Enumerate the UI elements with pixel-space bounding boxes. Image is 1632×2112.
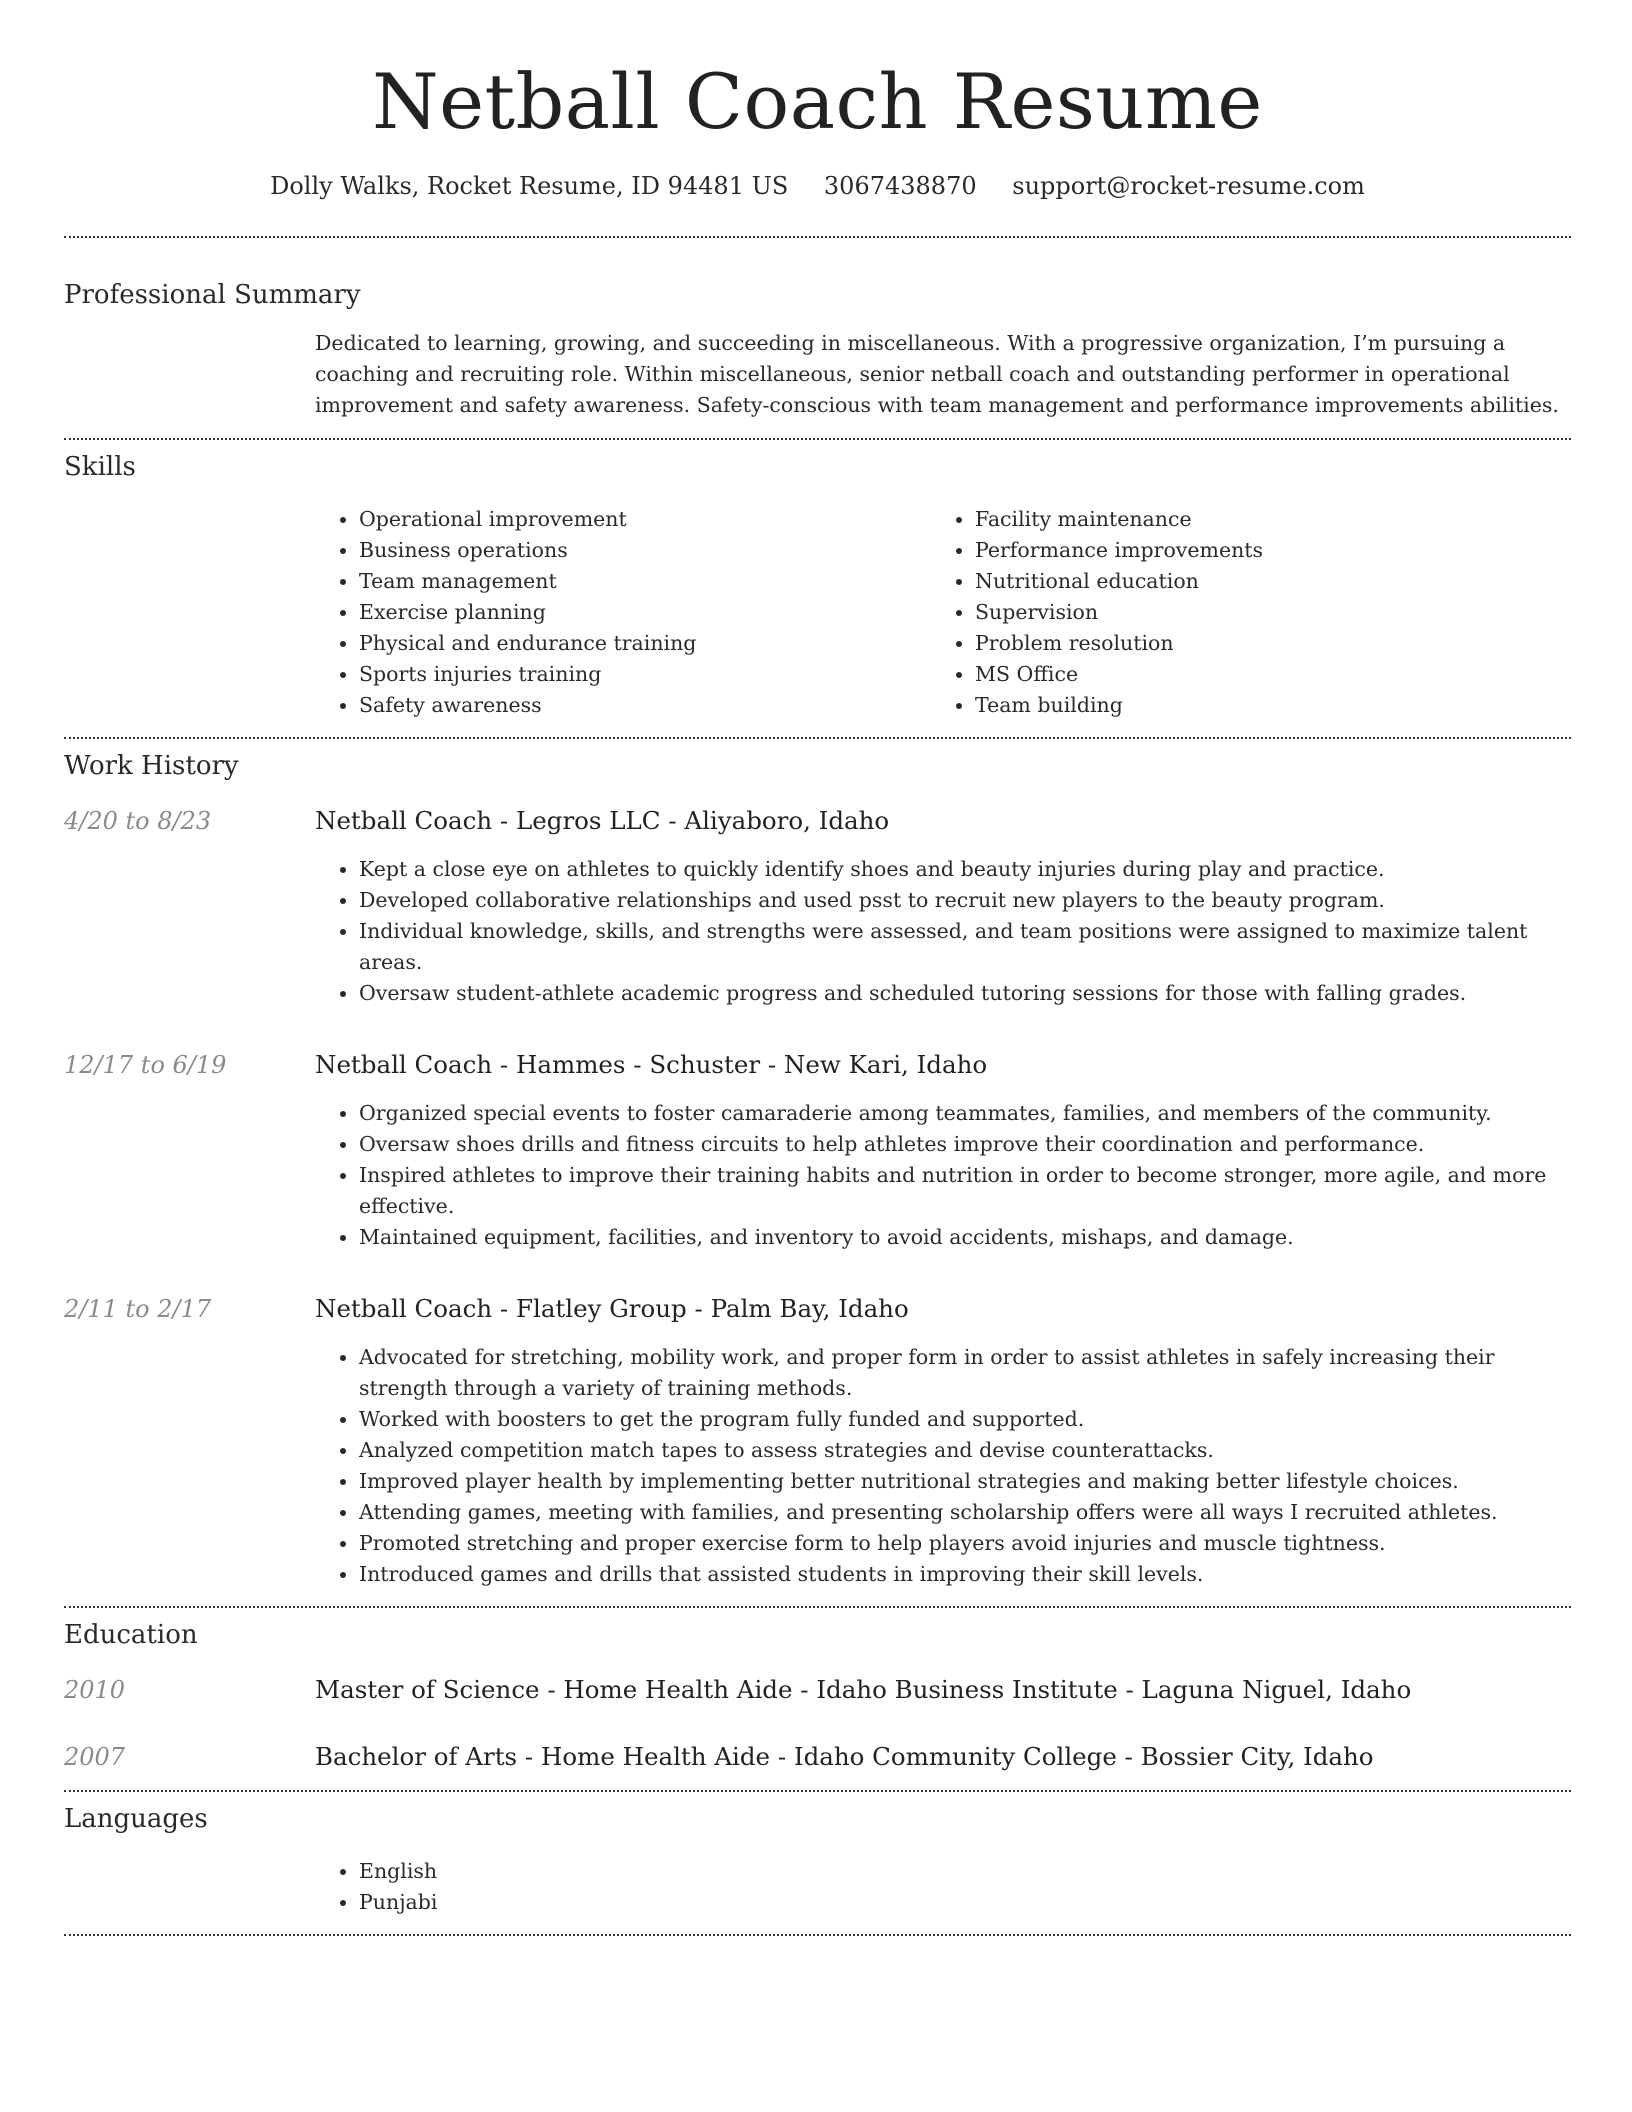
languages-list (315, 1856, 1571, 1918)
contact-email: support@rocket-resume.com (1012, 172, 1365, 200)
education-degree: Bachelor of Arts - Home Health Aide - Idaho Community College - Bossier City, Idaho (315, 1742, 1374, 1771)
languages-heading: Languages (64, 1804, 208, 1834)
page-title: Netball Coach Resume (372, 57, 1263, 146)
skill-item: • Exercise planning (359, 597, 931, 628)
job-bullet: • Introduced games and drills that assisted students in improving their skill levels. (359, 1559, 1571, 1590)
skill-item: • Business operations (359, 535, 931, 566)
skill-item: • Supervision (975, 597, 1547, 628)
job-bullets (315, 1342, 1571, 1590)
job-bullet: • Oversaw student-athlete academic progress and scheduled tutoring sessions for those with falling grades. (359, 978, 1571, 1009)
skill-item: • Sports injuries training (359, 659, 931, 690)
skill-item: • Team building (975, 690, 1547, 721)
job-entry (64, 1293, 1571, 1590)
skill-item: • Performance improvements (975, 535, 1547, 566)
skills-list-left (315, 504, 931, 721)
skill-item: • Facility maintenance (975, 504, 1547, 535)
education-year: 2007 (64, 1743, 126, 1771)
job-title: Netball Coach - Legros LLC - Aliyaboro, Idaho (315, 806, 890, 835)
job-bullet: • Worked with boosters to get the program fully funded and supported. (359, 1404, 1571, 1435)
section-divider (64, 737, 1571, 739)
job-date: 12/17 to 6/19 (64, 1051, 227, 1079)
job-bullet: • Analyzed competition match tapes to assess strategies and devise counterattacks. (359, 1435, 1571, 1466)
education-entry (64, 1674, 1571, 1706)
job-bullets (315, 1098, 1571, 1253)
section-divider (64, 438, 1571, 440)
job-bullet: • Promoted stretching and proper exercise form to help players avoid injuries and muscle tightness. (359, 1528, 1571, 1559)
contact-address: Dolly Walks, Rocket Resume, ID 94481 US (270, 172, 789, 200)
language-item: • English (359, 1856, 1571, 1887)
job-bullet: • Improved player health by implementing better nutritional strategies and making better lifestyle choices. (359, 1466, 1571, 1497)
education-year: 2010 (64, 1676, 126, 1704)
job-date: 2/11 to 2/17 (64, 1295, 212, 1323)
skill-item: • Problem resolution (975, 628, 1547, 659)
job-bullet: • Oversaw shoes drills and fitness circuits to help athletes improve their coordination and performance. (359, 1129, 1571, 1160)
education-degree: Master of Science - Home Health Aide - Idaho Business Institute - Laguna Niguel, Idaho (315, 1675, 1412, 1704)
resume-content (64, 0, 1571, 1936)
section-divider (64, 1790, 1571, 1792)
skill-item: • Nutritional education (975, 566, 1547, 597)
skill-item: • Operational improvement (359, 504, 931, 535)
education-heading: Education (64, 1620, 198, 1650)
education-entry (64, 1741, 1571, 1773)
skill-item: • Physical and endurance training (359, 628, 931, 659)
job-date: 4/20 to 8/23 (64, 807, 212, 835)
skills-list-right (931, 504, 1547, 721)
job-entry (64, 1049, 1571, 1253)
contact-phone: 3067438870 (823, 172, 977, 200)
job-bullets (315, 854, 1571, 1009)
summary-text: Dedicated to learning, growing, and succeeding in miscellaneous. With a progressive organization, I’m pursuing a coaching and recruiting role. Within miscellaneous, senior netball coach and outstanding performer in operational improvement and safety awareness. Safety-conscious with team management and performance improvements abilities. (315, 331, 1559, 417)
job-title: Netball Coach - Hammes - Schuster - New Kari, Idaho (315, 1050, 988, 1079)
skills-grid (315, 504, 1571, 721)
section-divider (64, 1606, 1571, 1608)
section-divider (64, 1934, 1571, 1936)
skill-item: • Team management (359, 566, 931, 597)
skill-item: • MS Office (975, 659, 1547, 690)
job-bullet: • Attending games, meeting with families, and presenting scholarship offers were all ways I recruited athletes. (359, 1497, 1571, 1528)
section-divider (64, 236, 1571, 238)
skill-item: • Safety awareness (359, 690, 931, 721)
job-bullet: • Advocated for stretching, mobility work, and proper form in order to assist athletes in safely increasing their strength through a variety of training methods. (359, 1342, 1571, 1404)
contact-line (64, 170, 1571, 202)
job-bullet: • Organized special events to foster camaraderie among teammates, families, and members of the community. (359, 1098, 1571, 1129)
job-bullet: • Kept a close eye on athletes to quickly identify shoes and beauty injuries during play and practice. (359, 854, 1571, 885)
job-entry (64, 805, 1571, 1009)
skills-heading: Skills (64, 452, 136, 482)
work-heading: Work History (64, 751, 239, 781)
job-bullet: • Developed collaborative relationships and used psst to recruit new players to the beauty program. (359, 885, 1571, 916)
job-bullet: • Individual knowledge, skills, and strengths were assessed, and team positions were assigned to maximize talent areas. (359, 916, 1571, 978)
summary-heading: Professional Summary (64, 280, 361, 310)
job-title: Netball Coach - Flatley Group - Palm Bay, Idaho (315, 1294, 909, 1323)
language-item: • Punjabi (359, 1887, 1571, 1918)
job-bullet: • Maintained equipment, facilities, and inventory to avoid accidents, mishaps, and damage. (359, 1222, 1571, 1253)
languages-block (64, 1856, 1571, 1918)
job-bullet: • Inspired athletes to improve their training habits and nutrition in order to become stronger, more agile, and more effective. (359, 1160, 1571, 1222)
